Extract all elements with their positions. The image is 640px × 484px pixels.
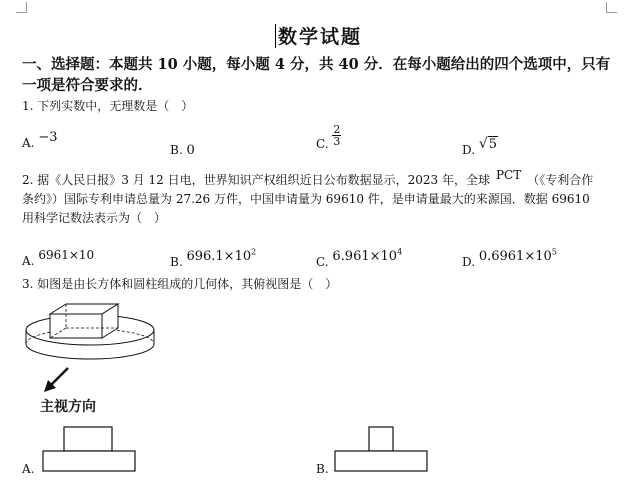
corner-mark-right: [606, 2, 617, 13]
q2-option-b-base: 696.1×10: [186, 249, 252, 265]
q3-option-b-figure[interactable]: [334, 425, 428, 473]
page-title: 数学试题: [277, 26, 362, 48]
q1-option-d-radicand: 5: [488, 137, 498, 152]
q2-option-c-base: 6.961×10: [332, 249, 398, 265]
q2-option-a[interactable]: [22, 248, 95, 268]
q2-stem-pct: PCT: [495, 168, 522, 182]
view-direction-arrow: [40, 366, 80, 396]
q2-option-c-exp: 4: [397, 248, 403, 257]
q1-option-d-label: D.: [462, 143, 476, 157]
text-cursor: [275, 24, 276, 48]
q1-option-a-label: A.: [22, 136, 35, 150]
q1-option-b[interactable]: [170, 143, 195, 158]
q3-option-a-label[interactable]: A.: [22, 462, 35, 476]
q2-option-d-value: [479, 249, 557, 264]
q2-option-a-label: A.: [22, 254, 35, 268]
q2-option-b[interactable]: [170, 248, 257, 270]
q1-option-c-fraction: [332, 124, 341, 147]
q2-option-d-base: 0.6961×10: [478, 249, 552, 265]
q1-option-d-sqrt: √5: [478, 136, 498, 152]
section-heading: 一、选择题：本题共 10 小题，每小题 4 分，共 40 分．在每小题给出的四个选项中，只有一项是符合要求的．: [22, 56, 611, 94]
q2-option-d-exp: 5: [551, 248, 557, 257]
q2-option-c-value: [332, 249, 402, 264]
q2-option-b-label: B.: [170, 255, 183, 270]
q1-option-c-numerator: 2: [333, 123, 341, 136]
q1-option-b-label: B.: [170, 143, 183, 157]
figure-caption: 主视方向: [40, 399, 96, 415]
question-2-stem: [22, 168, 622, 228]
q2-stem-line1-end: （《专利合作: [527, 173, 594, 187]
question-3-stem: 3. 如图是由长方体和圆柱组成的几何体，其俯视图是（ ）: [22, 277, 338, 291]
q2-stem-line3: 用科学记数法表示为（ ）: [22, 211, 167, 225]
q2-option-a-value: [38, 248, 94, 262]
q1-option-d[interactable]: [462, 136, 498, 157]
q2-option-d[interactable]: [462, 248, 557, 270]
q2-option-c-label: C.: [316, 255, 329, 270]
q2-option-d-label: D.: [462, 255, 476, 270]
q2-option-b-exp: 2: [251, 248, 257, 257]
q3-option-b-label[interactable]: B.: [316, 462, 329, 476]
q1-option-c[interactable]: [316, 123, 341, 151]
corner-mark-left: [16, 2, 27, 13]
q1-option-a-value: −3: [38, 130, 58, 145]
q1-option-a[interactable]: [22, 130, 58, 151]
q2-option-c[interactable]: [316, 248, 403, 270]
q2-option-b-value: [186, 249, 256, 264]
q1-option-c-denominator: 3: [333, 135, 341, 148]
q2-stem-line2: 条约》）国际专利申请总量为 27.26 万件，中国申请量为 69610 件，是申请量最大的来源国．数据 69610: [22, 192, 590, 206]
q2-stem-line1: 2. 据《人民日报》3 月 12 日电，世界知识产权组织近日公布数据显示，2023 年，全球: [22, 173, 490, 187]
q1-option-c-label: C.: [316, 137, 329, 151]
question-1-stem: 1. 下列实数中，无理数是（ ）: [22, 99, 194, 113]
q1-option-b-value: 0: [186, 143, 195, 158]
q2-option-a-base: 6961×10: [38, 248, 95, 262]
q3-option-a-figure[interactable]: [42, 425, 136, 473]
